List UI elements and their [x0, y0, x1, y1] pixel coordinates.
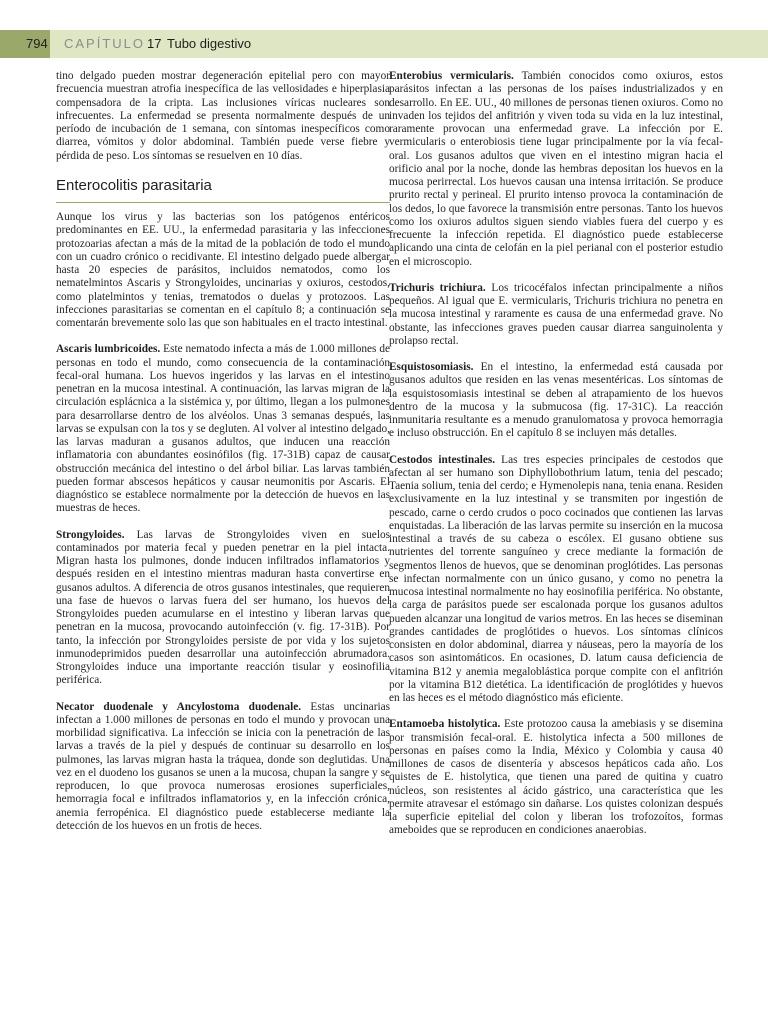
- page-number: 794: [26, 36, 48, 51]
- cestodes-paragraph: [389, 454, 723, 706]
- strongyloides-paragraph: [56, 529, 390, 688]
- strongyloides-title: Strongyloides.: [56, 528, 125, 541]
- section-heading: Enterocolitis parasitaria: [56, 176, 212, 194]
- hookworm-body: Estas uncinarias infectan a 1.000 millones de personas en todo el mundo y provocan una morbilidad significativa. La infección se inicia con la penetración de las larvas a través de la piel y después de continuar su desarrollo en los pulmones, las larvas migran hasta la tráquea, donde son deglutidas. Una vez en el duodeno los gusanos se unen a la mucosa, chupan la sangre y se reproducen, lo que provoca numerosas erosiones superficiales, hemorragia focal e infiltrados inflamatorios y, en la infección crónica, anemia ferropénica. El diagnóstico puede establecerse mediante la detección de los huevos en un frotis de heces.: [56, 700, 391, 832]
- intro-paragraph: tino delgado pueden mostrar degeneración epitelial pero con mayor frecuencia muestran atrofia inespecífica de las vellosidades e hiperplasia compensadora de la cripta. Las inclusiones víricas nucleares son infrecuentes. La enfermedad se presenta normalmente después de un período de incubación de 1 semana, con síntomas inespecíficos como diarrea, vómitos y dolor abdominal. También puede verse fiebre y pérdida de peso. Los síntomas se resuelven en 10 días.: [56, 70, 390, 162]
- schistosomiasis-title: Esquistosomiasis.: [389, 361, 474, 373]
- entamoeba-body: Este protozoo causa la amebiasis y se disemina por transmisión fecal-oral. E. histolytica infecta a 500 millones de personas en países como la India, México y Colombia y causa 40 millones de casos de disentería y abscesos hepáticos cada año. Los quistes de E. histolytica, que tienen una pared de quitina y cuatro núcleos, son resistentes al ácido gástrico, una característica que les permite atravesar el estómago sin dañarse. Los quistes colonizan después la superficie epitelial del colon y liberan los trofozoítos, formas ameboides que se reproducen en condiciones anaerobias.: [389, 718, 723, 837]
- enterobius-body: También conocidos como oxiuros, estos parásitos infectan a las personas de los países industrializados y en desarrollo. En EE. UU., 40 millones de personas tienen oxiuros. Como no invaden los tejidos del anfitrión y viven toda su vida en la luz intestinal, raramente provocan una enfermedad grave. La infección por E. vermicularis o enterobiosis tiene lugar principalmente por la vía fecal-oral. Los gusanos adultos que viven en el intestino migran hacia el orificio anal por la noche, donde las hembras depositan los huevos en la mucosa perirrectal. Los huevos causan una intensa irritación. Se produce prurito rectal y perineal. El prurito intenso provoca la contaminación de los dedos, lo que favorece la transmisión entre personas. Tanto los huevos como los oxiuros adultos siguen siendo viables fuera del cuerpo y es frecuente la infección repetida. El diagnóstico puede establecerse aplicando una cinta de celofán en la piel perianal con el posterior estudio en el microscopio.: [389, 70, 723, 268]
- chapter-number: 17: [147, 36, 162, 51]
- hookworm-title: Necator duodenale y Ancylostoma duodenale.: [56, 700, 302, 713]
- ascaris-paragraph: [56, 343, 390, 515]
- ascaris-body: Este nematodo infecta a más de 1.000 millones de personas en todo el mundo, como consecuencia de la contaminación fecal-oral humana. Los huevos ingeridos y las larvas en el intestino penetran en la mucosa intestinal. A continuación, las larvas migran de la circulación esplácnica a la sistémica y, por último, llegan a los pulmones para desarrollarse dentro de los alvéolos. Unas 3 semanas después, las larvas se expulsan con la tos y se degluten. Al volver al intestino delgado, las larvas maduran a gusanos adultos, que inducen una reacción inflamatoria con abundantes eosinófilos (fig. 17-31B) capaz de causar obstrucción mecánica del intestino o del árbol biliar. Las larvas también pueden formar abscesos hepáticos y causar neumonitis por Ascaris. El diagnóstico se establece normalmente por la detección de huevos en las muestras de heces.: [56, 343, 390, 515]
- entamoeba-paragraph: [389, 718, 723, 837]
- hookworm-paragraph: [56, 701, 390, 834]
- heading-rule: [56, 202, 390, 203]
- ascaris-title: Ascaris lumbricoides.: [56, 343, 161, 356]
- enterobius-paragraph: [389, 70, 723, 269]
- cestodes-body: Las tres especies principales de cestodos que afectan al ser humano son Diphyllobothrium latum, tenia del pescado; Taenia solium, tenia del cerdo; e Hymenolepis nana, tenia enana. Residen exclusivamente en la luz intestinal y se transmiten por ingestión de pescado, carne o cerdo crudos o poco cocinados que contienen las larvas enquistadas. La liberación de las larvas permite su inserción en la mucosa intestinal a través de su cabeza o escólex. El gusano obtiene sus nutrientes del torrente sanguíneo y crece mediante la formación de segmentos llenos de huevos, que se denominan proglótides. Las personas se infectan normalmente con un único gusano, y como no penetra la mucosa intestinal normalmente no hay eosinofilia periférica. No obstante, la carga de parásitos puede ser escalonada porque los gusanos adultos pueden alcanzar una longitud de varios metros. En las heces se diseminan grandes cantidades de proglótides o huevos. Los síntomas clínicos consisten en dolor abdominal, diarrea y náuseas, pero la mayoría de los casos son asintomáticos. En ocasiones, D. latum causa deficiencia de vitamina B12 y anemia megaloblástica porque compite con el anfitrión por la vitamina B12 dietética. La identificación de proglótides y huevos en las heces es el método diagnóstico más eficiente.: [389, 453, 724, 704]
- schistosomiasis-paragraph: [389, 361, 723, 441]
- trichuris-title: Trichuris trichiura.: [389, 281, 486, 294]
- entamoeba-title: Entamoeba histolytica.: [389, 718, 501, 731]
- enterobius-title: Enterobius vermicularis.: [389, 70, 514, 82]
- trichuris-body: Los tricocéfalos infectan principalmente a niños pequeños. Al igual que E. vermicularis, Trichuris trichiura no penetra en la mucosa intestinal y raramente es causa de una enfermedad grave. No obstante, las infecciones graves pueden causar diarrea sanguinolenta y prolapso rectal.: [389, 281, 723, 347]
- right-column: [389, 70, 723, 851]
- cestodes-title: Cestodos intestinales.: [389, 453, 496, 466]
- parasitic-overview-paragraph: Aunque los virus y las bacterias son los patógenos entéricos predominantes en EE. UU., la enfermedad parasitaria y las infecciones protozoarias afectan a más de la mitad de la población de todo el mundo con un cuadro crónico o recidivante. El intestino delgado puede albergar hasta 20 especies de parásitos, incluidos nematodos, como los nematelmintos Ascaris y Strongyloides, uncinarias y oxiuros, cestodos, como platelmintos y tenias, trematodos o duelas y protozoos. Las infecciones parasitarias se comentan en el capítulo 8; a continuación se comentarán brevemente solo las que son habituales en el tracto intestinal.: [56, 211, 390, 329]
- schistosomiasis-body: En el intestino, la enfermedad está causada por gusanos adultos que residen en las venas mesentéricas. Los síntomas de la esquistosomiasis intestinal se deben al atrapamiento de los huevos dentro de la mucosa y la submucosa (fig. 17-31C). La reacción inmunitaria resultante es a menudo granulomatosa y provoca hemorragia e incluso obstrucción. En el capítulo 8 se incluyen más detalles.: [389, 361, 723, 440]
- chapter-title: Tubo digestivo: [167, 36, 252, 51]
- trichuris-paragraph: [389, 282, 723, 348]
- chapter-label: CAPÍTULO: [64, 36, 146, 51]
- left-column: [56, 70, 390, 846]
- strongyloides-body: Las larvas de Strongyloides viven en suelos contaminados por materia fecal y pueden penetrar en la piel intacta. Migran hasta los pulmones, donde inducen infiltrados inflamatorios y después residen en el intestino mientras maduran hasta convertirse en gusanos adultos. A diferencia de otros gusanos intestinales, que requieren una fase de huevos o larvas fuera del ser humano, los huevos del Strongyloides pueden acumularse en el intestino y liberan larvas que penetran en la mucosa, provocando autoinfección (v. fig. 17-31B). Por tanto, la infección por Strongyloides persiste de por vida y los sujetos inmunodeprimidos pueden desarrollar una autoinfección abrumadora. Strongyloides induce una importante reacción tisular y eosinofilia periférica.: [56, 528, 390, 687]
